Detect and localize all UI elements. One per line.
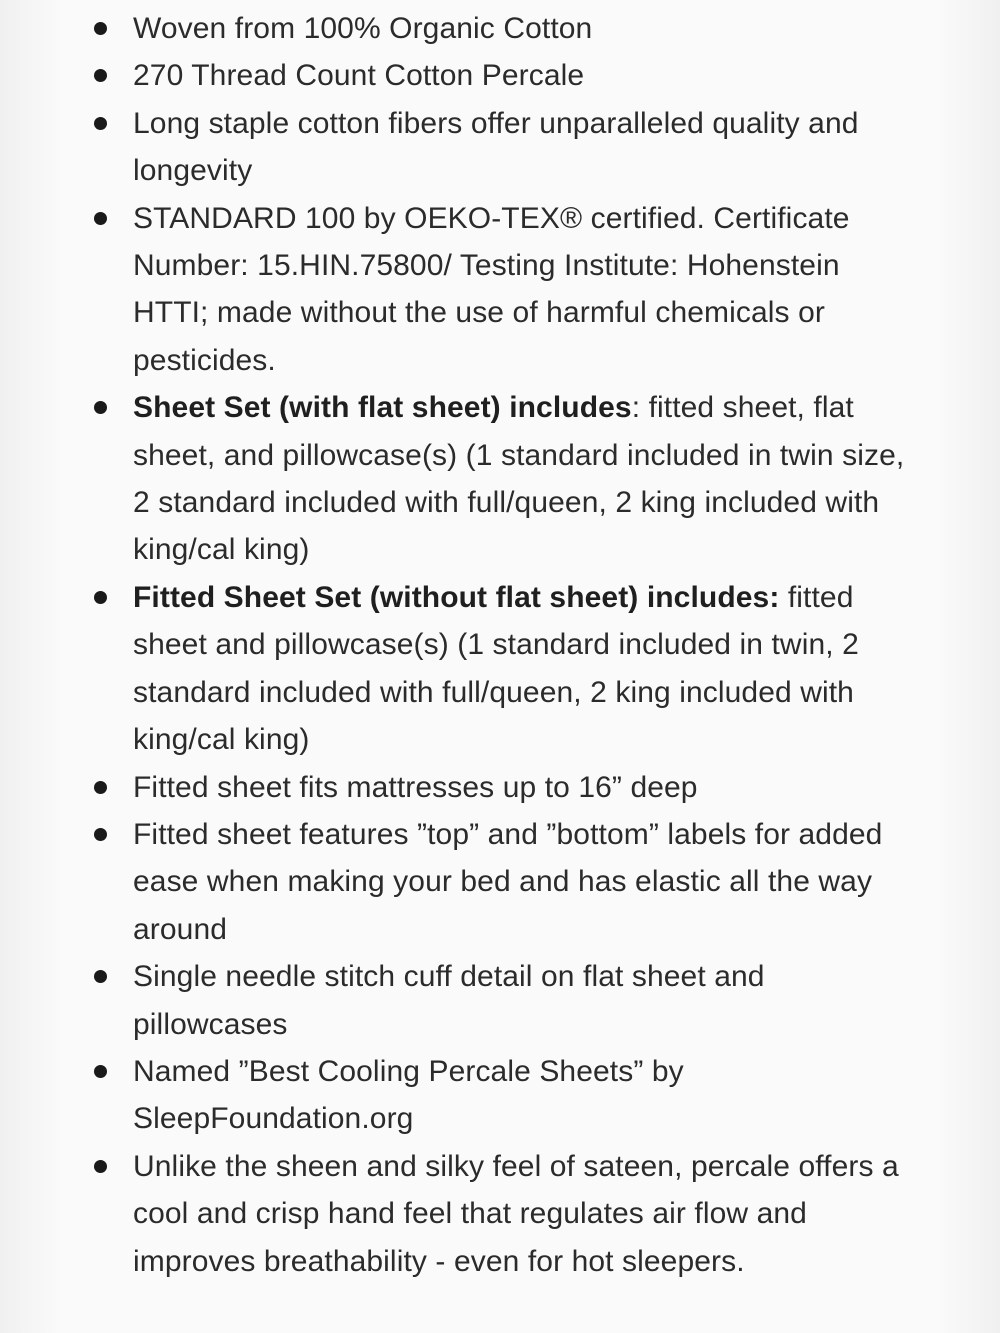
bullet-icon	[94, 117, 107, 130]
feature-bold-text: Fitted Sheet Set (without flat sheet) includes:	[133, 580, 780, 614]
feature-item	[0, 574, 1000, 764]
feature-text: Unlike the sheen and silky feel of sateen, percale offers a cool and crisp hand feel that regulates air flow and improves breathability - even for hot sleepers.	[133, 1149, 899, 1278]
bullet-icon	[94, 591, 107, 604]
feature-item	[0, 5, 1000, 52]
bullet-icon	[94, 828, 107, 841]
feature-list	[0, 5, 1000, 1285]
feature-text: Long staple cotton fibers offer unparalleled quality and longevity	[133, 106, 859, 188]
feature-text: : fitted sheet, flat sheet, and pillowcase(s) (1 standard included in twin size, 2 standard included with full/queen, 2 king included with king/cal king)	[133, 391, 905, 567]
bullet-icon	[94, 69, 107, 82]
bullet-icon	[94, 22, 107, 35]
feature-text: 270 Thread Count Cotton Percale	[133, 59, 585, 93]
feature-item	[0, 100, 1000, 195]
feature-item	[0, 811, 1000, 953]
bullet-icon	[94, 970, 107, 983]
feature-item	[0, 195, 1000, 385]
bullet-icon	[94, 1065, 107, 1078]
feature-text: Named ”Best Cooling Percale Sheets” by SleepFoundation.org	[133, 1054, 684, 1136]
feature-item	[0, 52, 1000, 99]
bullet-icon	[94, 1160, 107, 1173]
feature-item	[0, 1048, 1000, 1143]
bullet-icon	[94, 401, 107, 414]
feature-item	[0, 1143, 1000, 1285]
feature-text: fitted sheet and pillowcase(s) (1 standard included in twin, 2 standard included with full/queen, 2 king included with king/cal king)	[133, 580, 859, 757]
bullet-icon	[94, 781, 107, 794]
feature-item	[0, 764, 1000, 811]
feature-text: Woven from 100% Organic Cotton	[133, 12, 593, 45]
feature-text: Fitted sheet fits mattresses up to 16” deep	[133, 770, 698, 804]
feature-bold-text: Sheet Set (with flat sheet) includes	[133, 391, 632, 425]
bullet-icon	[94, 212, 107, 225]
feature-text: Single needle stitch cuff detail on flat sheet and pillowcases	[133, 960, 765, 1041]
feature-text: Fitted sheet features ”top” and ”bottom” labels for added ease when making your bed and has elastic all the way around	[133, 817, 883, 946]
feature-text: STANDARD 100 by OEKO-TEX® certified. Certificate Number: 15.HIN.75800/ Testing Institute: Hohenstein HTTI; made without the use of harmful chemicals or pesticides.	[133, 201, 850, 377]
feature-item	[0, 384, 1000, 574]
feature-item	[0, 953, 1000, 1048]
